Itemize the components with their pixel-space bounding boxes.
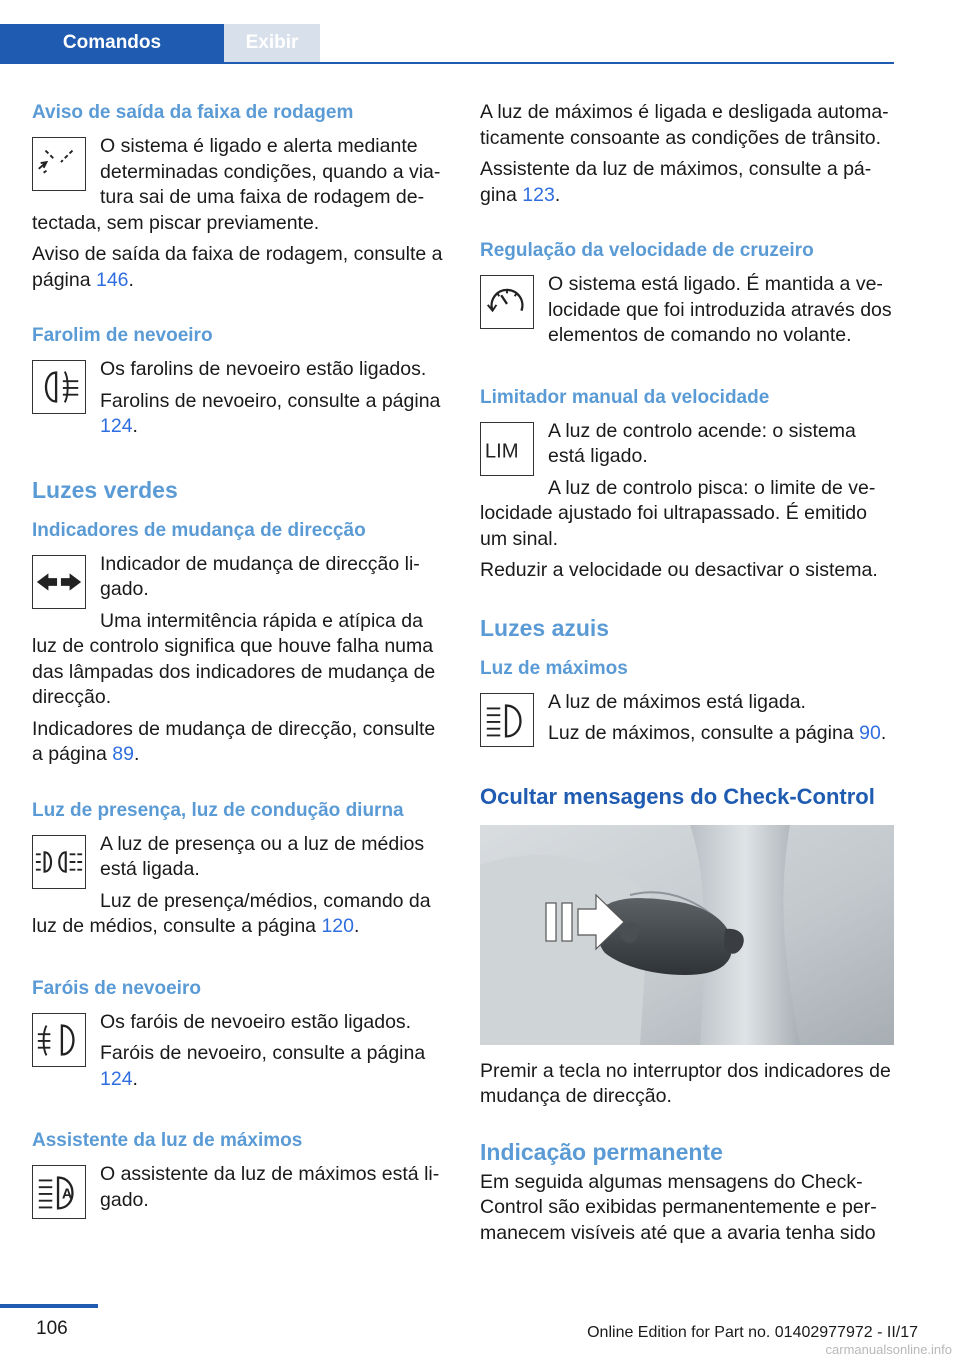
permanent-display-text: Em seguida algumas mensagens do Check-Control são exibidas permanentemente e permanecem visíveis até que a avaria tenha sido	[480, 1170, 877, 1244]
front-fog-text: Os faróis de nevoeiro estão ligados.	[100, 1010, 412, 1033]
high-beam-text: A luz de máximos está ligada.	[548, 690, 806, 713]
page-link-89[interactable]: 89	[112, 743, 134, 765]
lane-departure-title: Aviso de saída da faixa de rodagem	[32, 102, 354, 123]
high-beam-reference: Luz de máximos, consulte a página 90.	[548, 722, 887, 744]
section-high-beam-assist	[32, 1128, 446, 1225]
section-front-fog	[32, 976, 446, 1099]
front-fog-title: Faróis de nevoeiro	[32, 977, 201, 999]
footer-rule	[0, 1304, 98, 1308]
rear-fog-title: Farolim de nevoeiro	[32, 325, 213, 346]
parking-lights-icon	[32, 835, 86, 889]
blue-lights-heading: Luzes azuis	[480, 614, 610, 641]
parking-lights-title: Luz de presença, luz de condução diurna	[32, 799, 404, 821]
watermark: carmanualsonline.info	[825, 1342, 952, 1357]
tab-comandos[interactable]: Comandos	[0, 24, 224, 62]
speed-limiter-on-text: A luz de controlo acende: o sistema está ligado.	[548, 419, 856, 467]
speed-limiter-action-text: Reduzir a velocidade ou desactivar o sistema.	[480, 559, 878, 581]
right-column	[480, 100, 894, 1252]
section-high-beam	[480, 656, 894, 753]
high-beam-assist-reference: Assistente da luz de máximos, consulte a página 123.	[480, 158, 872, 206]
section-parking-lights	[32, 798, 446, 946]
cruise-control-text: O sistema está ligado. É mantida a velocidade que foi introduzida através dos elementos de comando no volante.	[548, 273, 892, 346]
parking-lights-text: A luz de presença ou a luz de médios está ligada.	[100, 832, 425, 880]
rear-fog-light-icon	[32, 360, 86, 414]
lane-departure-icon	[32, 137, 86, 191]
page-number: 106	[36, 1318, 68, 1339]
turn-indicator-reference: Indicadores de mudança de direcção, consulte a página 89.	[32, 717, 436, 765]
section-rear-fog	[32, 323, 446, 446]
high-beam-icon	[480, 693, 534, 747]
speed-limiter-flash-text: A luz de controlo pisca: o limite de velocidade ajustado foi ultrapassado. É emitido um sinal.	[480, 476, 876, 550]
lane-departure-text: O sistema é ligado e alerta mediante determinadas condições, quando a viatura sai de uma faixa de rodagem detectada, sem piscar previamente.	[32, 135, 441, 234]
cruise-control-title: Regulação da velocidade de cruzeiro	[480, 240, 814, 261]
parking-lights-reference: Luz de presença/médios, comando da luz de médios, consulte a página 120.	[32, 889, 431, 937]
high-beam-assist-icon	[32, 1165, 86, 1219]
left-column	[32, 100, 446, 1255]
rear-fog-reference: Farolins de nevoeiro, consulte a página 124.	[100, 389, 441, 437]
high-beam-title: Luz de máximos	[480, 657, 628, 679]
front-fog-reference: Faróis de nevoeiro, consulte a página 124.	[100, 1042, 426, 1090]
turn-signal-lever-photo	[480, 825, 894, 1045]
svg-text:LIM: LIM	[484, 440, 519, 463]
rear-fog-text: Os farolins de nevoeiro estão ligados.	[100, 358, 427, 380]
section-speed-limiter	[480, 385, 894, 584]
page-link-146[interactable]: 146	[95, 268, 129, 291]
edition-note: Online Edition for Part no. 01402977972 - II/17	[587, 1324, 918, 1341]
section-turn-indicators	[32, 518, 446, 768]
page-link-90[interactable]: 90	[859, 722, 881, 744]
turn-indicator-text: Indicador de mudança de direcção ligado.	[100, 552, 420, 600]
speed-limiter-icon	[480, 422, 534, 476]
page-link-124[interactable]: 124	[100, 415, 133, 437]
cruise-control-icon	[480, 275, 534, 329]
hide-messages-text: Premir a tecla no interruptor dos indicadores de mudança de direcção.	[480, 1059, 891, 1107]
page-link-123[interactable]: 123	[522, 183, 555, 206]
front-fog-light-icon	[32, 1013, 86, 1067]
green-lights-heading: Luzes verdes	[32, 476, 178, 503]
section-cruise-control	[480, 238, 894, 355]
permanent-display-heading: Indicação permanente	[480, 1138, 723, 1165]
turn-indicator-failure-text: Uma intermitência rápida e atípica da luz de controlo significa que houve falha numa das lâmpadas dos indicadores de mudança de direcção.	[32, 609, 436, 708]
tab-exibir[interactable]: Exibir	[224, 24, 320, 62]
turn-indicator-arrows-icon	[32, 555, 86, 609]
high-beam-assist-text: O assistente da luz de máximos está ligado.	[100, 1163, 440, 1211]
hide-messages-heading: Ocultar mensagens do Check-Control	[480, 783, 875, 809]
section-lane-departure	[32, 100, 446, 293]
svg-text:A: A	[61, 1186, 73, 1203]
lane-departure-reference: Aviso de saída da faixa de rodagem, consulte a página 146.	[32, 243, 443, 291]
high-beam-assist-continued: A luz de máximos é ligada e desligada automaticamente consoante as condições de trânsito.	[480, 101, 889, 149]
page-link-120[interactable]: 120	[321, 915, 354, 937]
turn-indicators-title: Indicadores de mudança de direcção	[32, 519, 366, 541]
tab-bar	[0, 24, 894, 64]
speed-limiter-title: Limitador manual da velocidade	[480, 386, 770, 408]
page-link-124-front[interactable]: 124	[100, 1067, 133, 1090]
high-beam-assist-title: Assistente da luz de máximos	[32, 1130, 303, 1151]
